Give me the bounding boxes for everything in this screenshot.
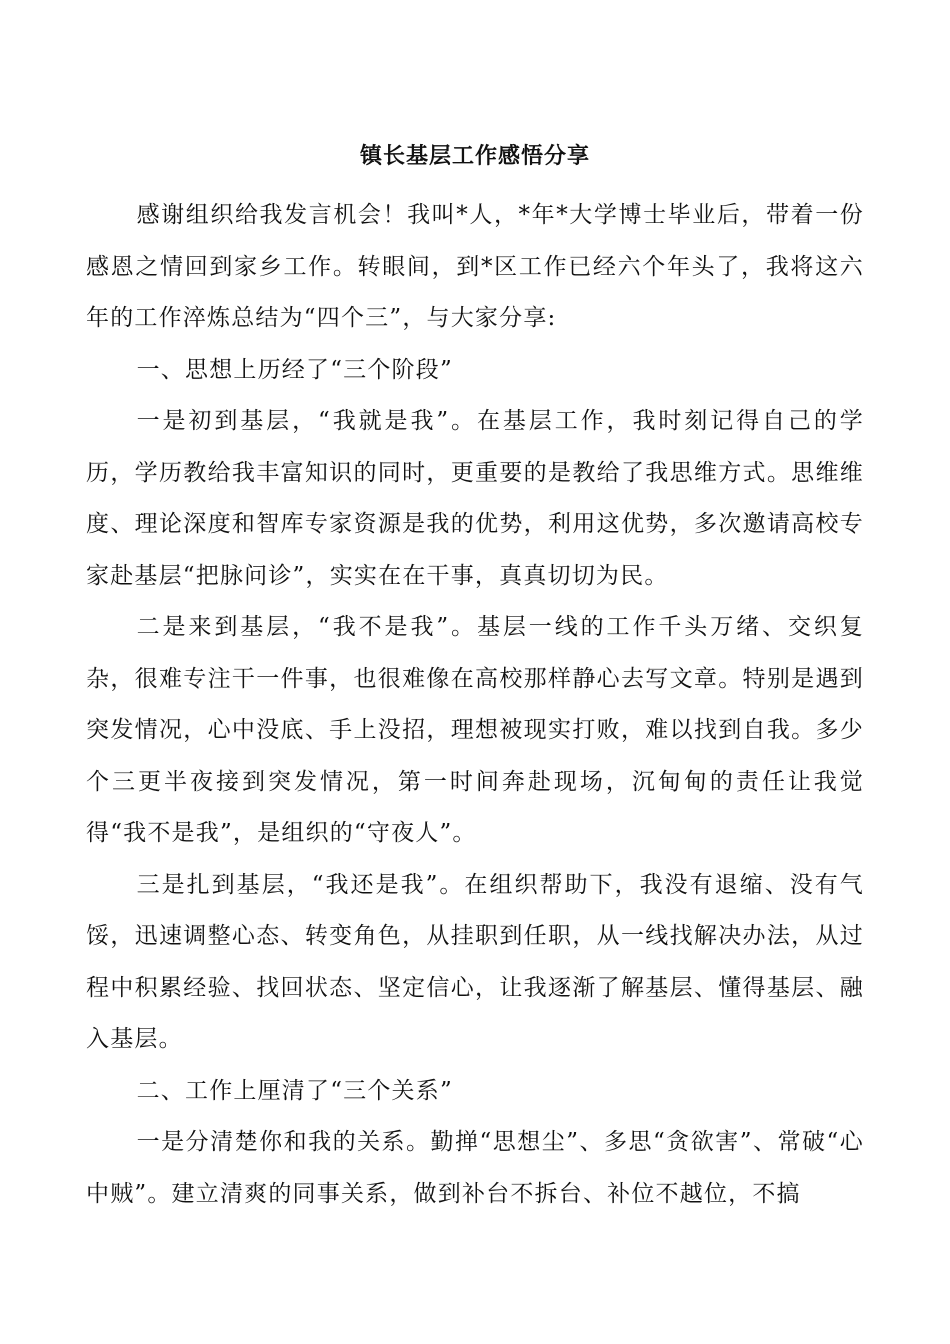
intro-paragraph: 感谢组织给我发言机会！我叫*人，*年*大学博士毕业后，带着一份感恩之情回到家乡工作。转眼间，到*区工作已经六个年头了，我将这六年的工作淬炼总结为“四个三”，与大家分享: — [86, 202, 864, 331]
section-heading-2: 二、工作上厘清了“三个关系” — [136, 1077, 453, 1104]
paragraph-stage-2: 二是来到基层，“我不是我”。基层一线的工作千头万绪、交织复杂，很难专注干一件事，也很难像在高校那样静心去写文章。特别是遇到突发情况，心中没底、手上没招，理想被现实打败，难以找到自我。多少个三更半夜接到突发情况，第一时间奔赴现场，沉甸甸的责任让我觉得“我不是我”，是组织的“守夜人”。 — [86, 614, 864, 846]
document-title: 镇长基层工作感悟分享 — [359, 143, 590, 169]
document-body — [86, 190, 864, 1220]
paragraph-stage-3: 三是扎到基层，“我还是我”。在组织帮助下，我没有退缩、没有气馁，迅速调整心态、转变角色，从挂职到任职，从一线找解决办法，从过程中积累经验、找回状态、坚定信心，让我逐渐了解基层、懂得基层、融入基层。 — [86, 871, 864, 1052]
paragraph-stage-1: 一是初到基层，“我就是我”。在基层工作，我时刻记得自己的学历，学历教给我丰富知识的同时，更重要的是教给了我思维方式。思维维度、理论深度和智库专家资源是我的优势，利用这优势，多次邀请高校专家赴基层“把脉问诊”，实实在在干事，真真切切为民。 — [86, 408, 864, 589]
section-heading-1: 一、思想上历经了“三个阶段” — [136, 356, 453, 383]
paragraph-relation-1: 一是分清楚你和我的关系。勤掸“思想尘”、多思“贪欲害”、常破“心中贼”。建立清爽的同事关系，做到补台不拆台、补位不越位，不搞 — [86, 1129, 864, 1207]
